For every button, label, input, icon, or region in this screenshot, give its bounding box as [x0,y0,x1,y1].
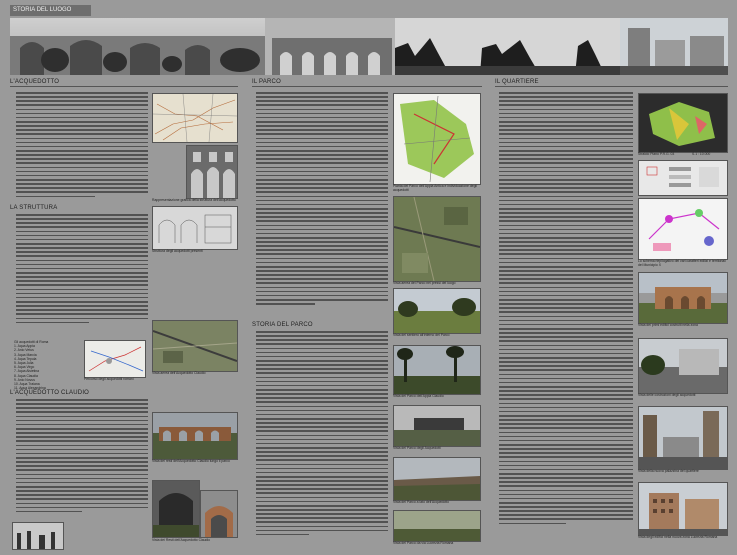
percorso-map [85,341,145,377]
caption-acq-claudio-v: Vista del Parco dell'Appia Claudio [393,394,444,398]
edifici-nuovi-image [639,407,727,469]
section-title-claudio: L'ACQUEDOTTO CLAUDIO [10,390,90,396]
resti2-image [153,481,199,537]
legend-item: 10. Aqua Traiana [14,382,40,387]
drawing-struttura [152,206,238,250]
page-header-tab: STORIA DEL LUOGO [10,5,91,16]
legend-item: 8. Aqua Claudia [14,373,38,378]
caption-vista-aerea-claudio: Vista aerea dell'Acquedotto Claudio [152,371,206,375]
stazione-image [639,483,727,535]
section-divider [10,86,238,87]
map-piano-regolatore [638,93,728,153]
parco-luce-image [394,511,480,541]
photo-edificio-muro [638,338,728,394]
legend-item: 5. Aqua Julia [14,361,34,366]
map-pianta-parco [393,93,481,185]
caffarella-image [394,289,480,333]
arches-image [187,146,237,198]
casale-image [639,273,727,323]
resti-image [153,413,237,459]
panorama-image [10,18,728,75]
photo-bottom-left [12,522,64,550]
map-percorso [84,340,146,378]
caption-pianta-parco: Pianta del Parco dell'Appia Antica e individuazione degli acquedotti [393,184,477,192]
photo-struttura-arches [186,145,238,199]
photo-parco-luce [393,510,481,542]
photo-vista-aerea-parco [393,196,481,282]
caption-piano-regolatore: Stralcio Piano P.R.G. 03 [638,152,675,156]
photo-casale [638,272,728,324]
section-title-quartiere: IL QUARTIERE [495,79,539,85]
section-divider [252,86,482,87]
section-title-struttura: LA STRUTTURA [10,205,58,211]
caption-edificio-muro: Vista delle costruzioni degli acquedotti [638,393,696,397]
photo-resti-claudio [152,412,238,460]
parco-sera-image [394,406,480,446]
caption-struttura-grafica: Rappresentazione grafica della struttura dell'acquedotto [152,198,236,202]
acq-claudio-v-image [394,346,480,394]
caption-edifici-nuovi: Vista della nuova palazzina del quartiere [638,469,699,473]
section-title-acquedotto: L'ACQUEDOTTO [10,79,60,85]
caption-scala: S.1 : 10.000 [692,152,711,156]
quartiere-map [639,161,727,195]
bottom-left-image [13,523,63,549]
legend-item: 6. Aqua Virgo [14,365,35,370]
photo-vista-aerea-claudio [152,320,238,372]
diagram-schema-sviluppo [638,198,728,260]
legend-item: 1. Aqua Appia [14,344,35,349]
caption-schema-sviluppo: Lo schema riepilogativo dei vari caratteri edilizi e territoriali del Municipio X [638,259,726,267]
legend-item: 4. Aqua Tepula [14,356,37,361]
photo-resti-claudio-3 [200,490,238,538]
section-title-storia-parco: STORIA DEL PARCO [252,322,313,328]
map-image [153,94,237,142]
photo-parco-sera [393,405,481,447]
photo-stazione [638,482,728,536]
acquedotto-text [16,92,148,202]
pianta-parco-map [394,94,480,184]
caption-parco-luce: Vista del Parco da via Lucrezia Romana [393,541,454,545]
caption-percorso: Percorso degli acquedotti romani [84,377,134,381]
legend-title: Gli acquedotti di Roma [14,340,49,344]
panorama-banner [10,18,728,75]
edificio-muro-image [639,339,727,393]
photo-acq-lato [393,457,481,501]
legend-item: 3. Aqua Marcia [14,352,37,357]
caption-resti-claudio: Vista dei resti dell'Acquedotto Claudio lungo il parco [152,459,230,463]
storia-parco-text [256,331,388,545]
claudio-text [16,399,148,519]
parco-text [256,92,388,314]
caption-parco-caffarella: Vista del sentiero all'interno del Parco [393,333,450,337]
caption-acq-lato: Vista del Parco a lato dell'Acquedotto [393,500,450,504]
caption-stazione: Vista degli edifici nella nuova zona Lucrezia Romana [638,535,718,539]
map-acquedotti [152,93,238,143]
photo-resti-claudio-2 [152,480,200,538]
photo-edifici-nuovi [638,406,728,470]
photo-parco-caffarella [393,288,481,334]
struttura-drawing [153,207,237,249]
section-title-parco: IL PARCO [252,79,281,85]
caption-parco-sera: Vista del Parco degli Acquedotti [393,446,441,450]
schema-sviluppo-diagram [639,199,727,259]
legend-item: 9. Anio Novus [14,377,35,382]
quartiere-text [499,92,633,544]
caption-vista-aerea-parco: Vista aerea del Parco nei pressi del luogo [393,281,456,285]
legend-item: 7. Aqua Alsietina [14,369,40,374]
vista-aerea-parco-image [394,197,480,281]
struttura-text [16,214,148,334]
section-divider [495,86,728,87]
prg-map [639,94,727,152]
caption-casale: Vista dei primi edifici costruiti nella zona [638,323,698,327]
legend-item: 11. Aqua Alexandrina [14,386,46,391]
resti3-image [201,491,237,537]
legend-acquedotti [14,340,84,390]
map-quartiere [638,160,728,196]
caption-struttura-acquedotti: Struttura degli acquedotti presenti [152,249,203,253]
acq-lato-image [394,458,480,500]
caption-resti-claudio-2: Vista dei Resti dell'Acquedotto Claudio [152,538,211,542]
photo-acq-claudio-v [393,345,481,395]
aerial-image [153,321,237,371]
legend-item: 2. Anio Vetus [14,348,34,353]
